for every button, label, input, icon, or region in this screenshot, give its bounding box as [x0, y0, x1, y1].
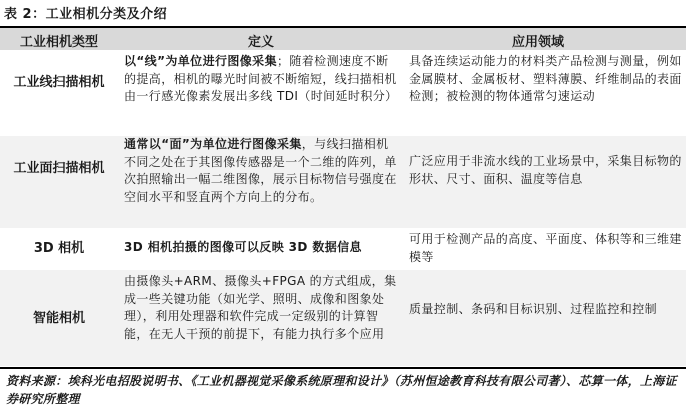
header-application: 应用领域: [512, 35, 565, 50]
definition-text: ；随着检测速度不断的提高，相机的曝光时间被不断缩短，线扫描相机由一行感光像素发展出多线 TDI（时间延时积分）: [124, 54, 398, 103]
table-row: [0, 270, 686, 366]
table-row: [0, 52, 686, 136]
definition-bold: 通常以“面”为单位进行图像采集: [124, 137, 302, 151]
header-type: 工业相机类型: [20, 35, 99, 50]
row-type: 工业面扫描相机: [13, 161, 105, 176]
row-type: 3D 相机: [33, 241, 85, 256]
table-title: 表 2：工业相机分类及介绍: [4, 7, 168, 22]
definition-text: ，与线扫描相机不同之处在于其图像传感器是一个二维的阵列，单次拍照输出一幅二维图像，展示目标物信号强度在空间水平和竖直两个方向上的分布。: [124, 137, 397, 204]
row-definition: [124, 239, 400, 257]
bottom-rule: [0, 367, 686, 369]
row-type: 工业线扫描相机: [13, 75, 105, 90]
row-application: 可用于检测产品的高度、平面度、体积等和三维建模等: [409, 232, 682, 264]
row-type: 智能相机: [32, 311, 85, 326]
row-definition: [124, 136, 400, 206]
source-note: 资料来源：埃科光电招股说明书、《工业机器视觉采像系统原理和设计》（苏州恒途教育科技有限公司著）、芯算一体，上海证券研究所整理: [6, 374, 677, 406]
definition-bold: 3D 相机拍摄的图像可以反映 3D 数据信息: [124, 240, 362, 254]
row-application: 广泛应用于非流水线的工业场景中，采集目标物的形状、尺寸、面积、温度等信息: [409, 154, 682, 186]
table-header: [0, 28, 686, 50]
row-definition: [124, 273, 400, 343]
header-definition: 定义: [248, 35, 275, 50]
row-application: 具备连续运动能力的材料类产品检测与测量，例如金属膜材、金属板材、塑料薄膜、纤维制品的表面检测；被检测的物体通常匀速运动: [409, 54, 682, 103]
definition-text: 由摄像头+ARM、摄像头+FPGA 的方式组成，集成一些关键功能（如光学、照明、成像和图象处理），利用处理器和软件完成一定级别的计算智能，在无人干预的前提下，有能力执行多个应用: [124, 274, 397, 341]
table-row: [0, 228, 686, 270]
row-application: 质量控制、条码和目标识别、过程监控和控制: [409, 302, 658, 316]
table-row: [0, 136, 686, 228]
row-definition: [124, 53, 400, 106]
definition-bold: 以“线”为单位进行图像采集: [124, 54, 277, 68]
